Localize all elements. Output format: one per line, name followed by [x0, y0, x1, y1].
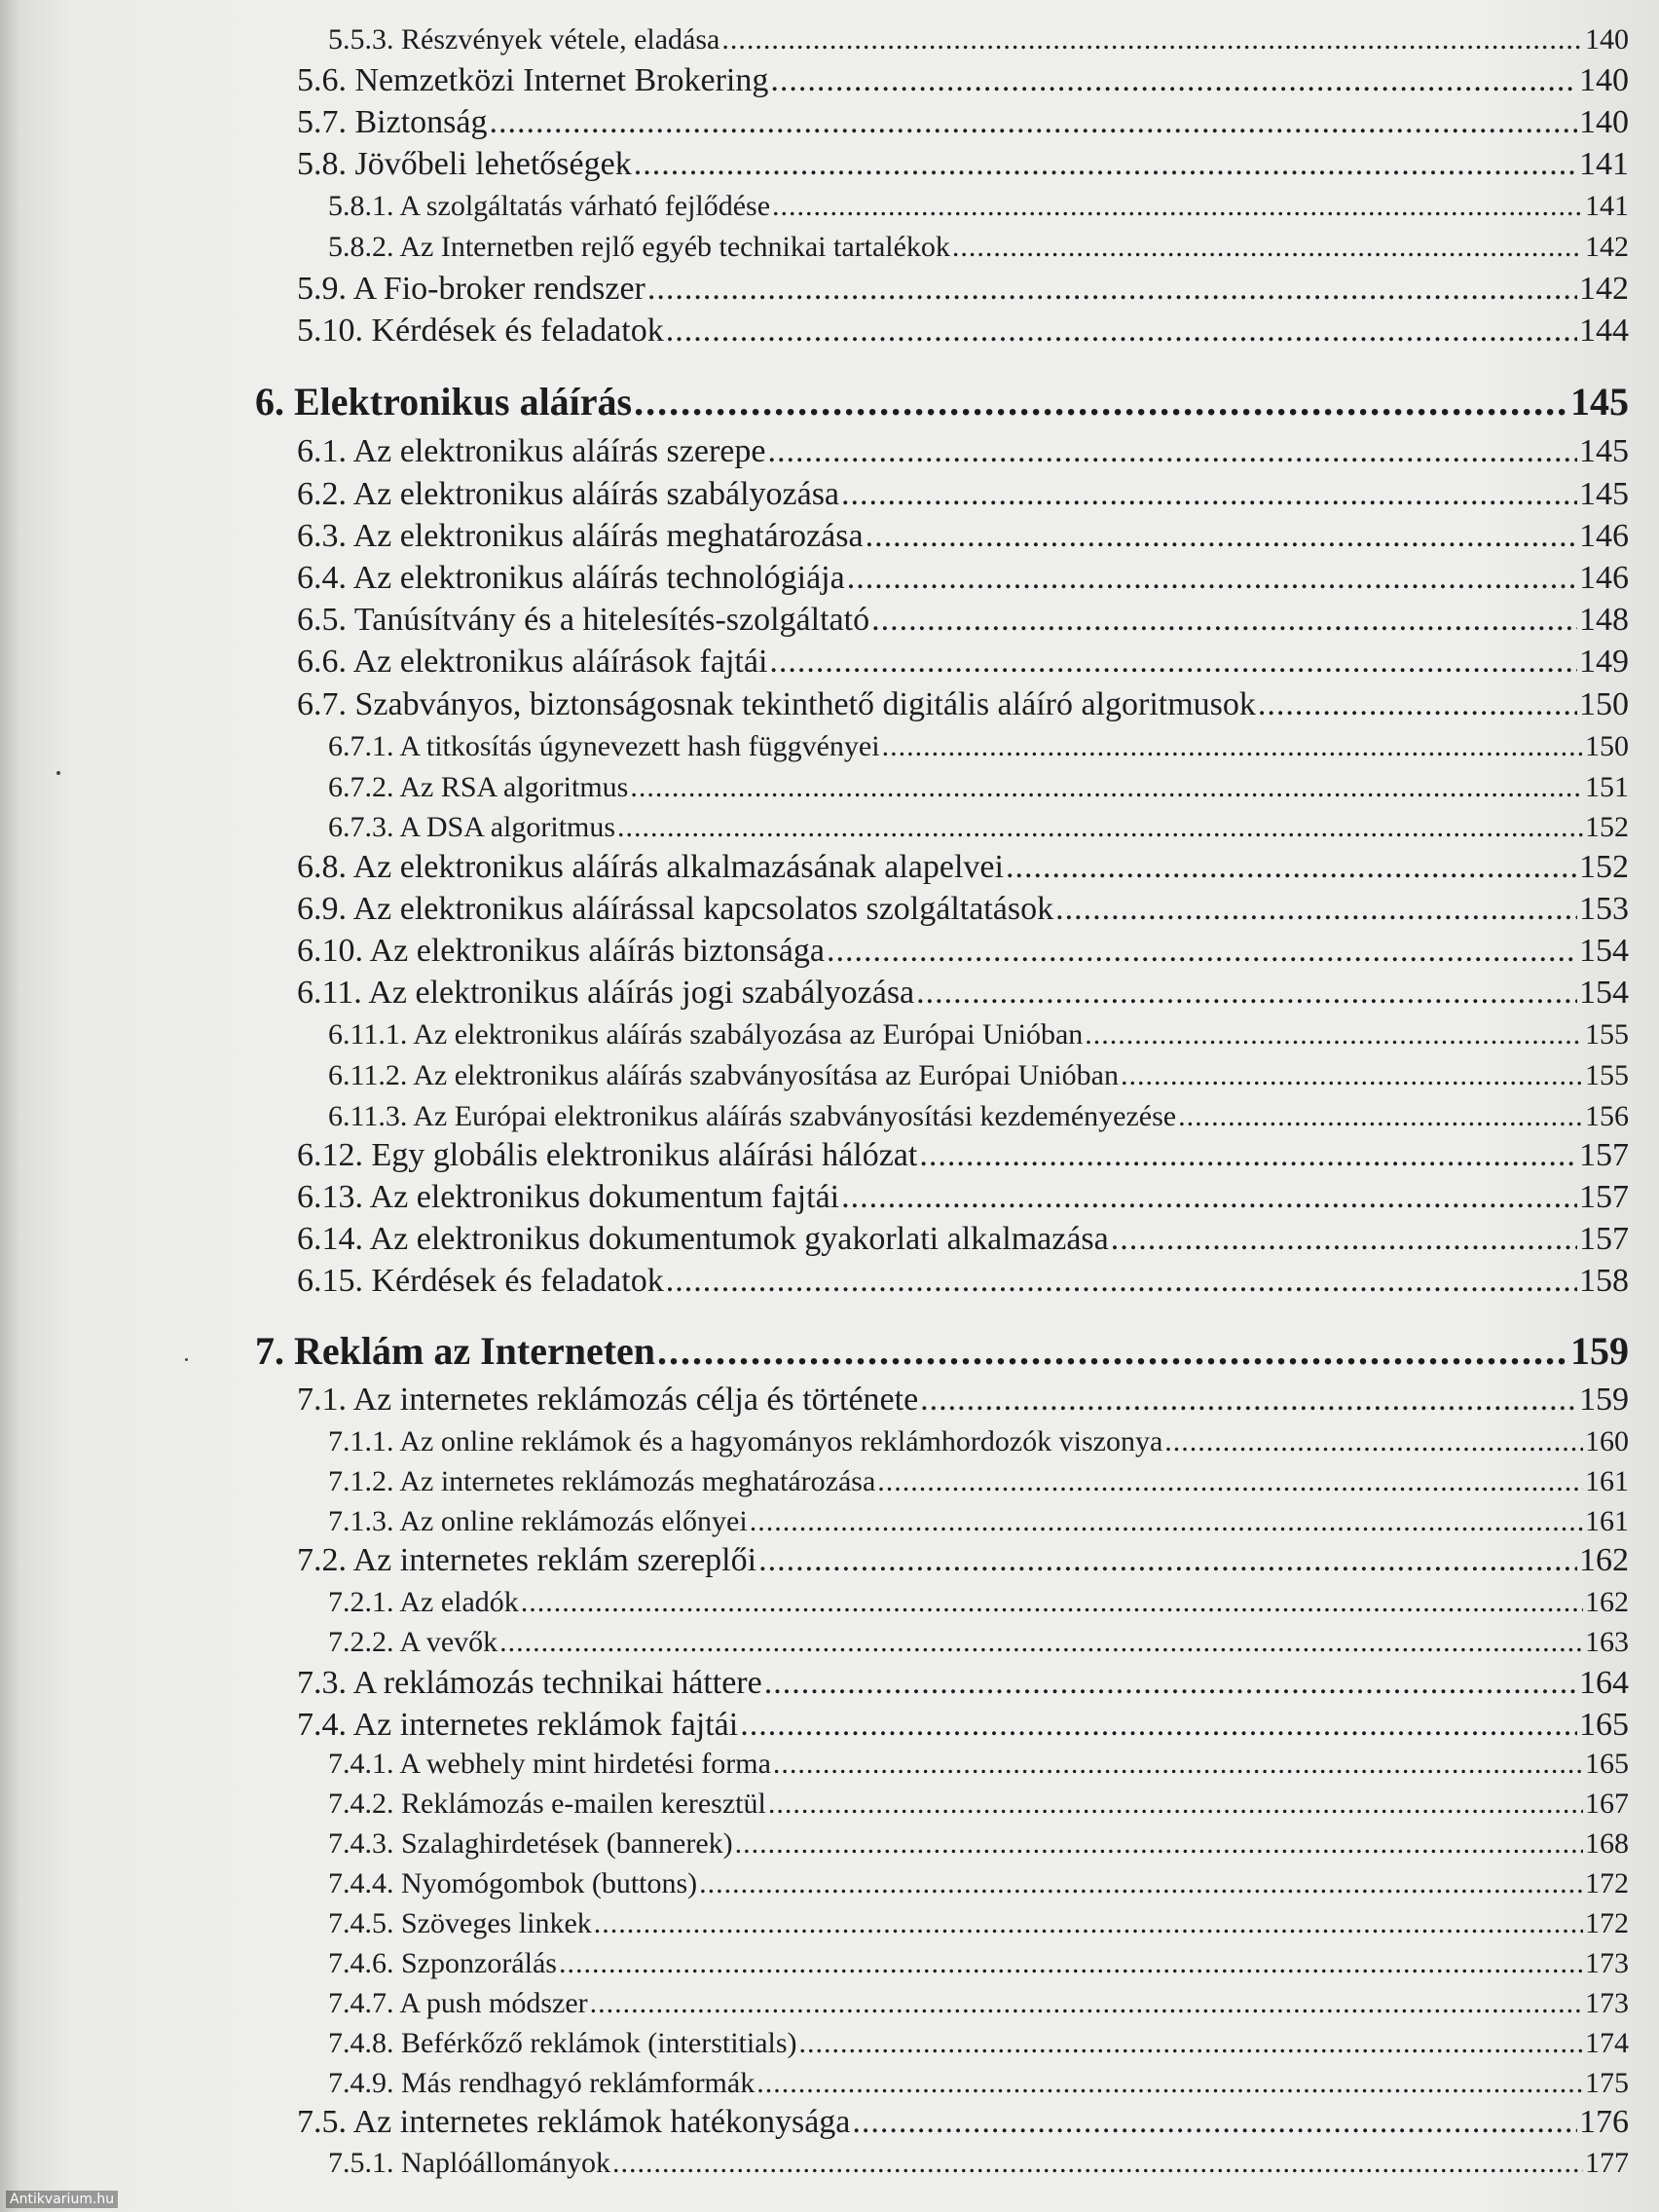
- toc-entry-title: 7.4.6. Szponzorálás: [328, 1947, 557, 1979]
- toc-entry-title: 7.5. Az internetes reklámok hatékonysága: [297, 2104, 851, 2140]
- toc-entry-title: 7.5.1. Naplóállományok: [328, 2147, 610, 2179]
- toc-entry-title: 7.4.8. Beférkőző reklámok (interstitials): [328, 2027, 797, 2059]
- toc-section-row: [297, 62, 1629, 99]
- dot-leader: [1085, 1018, 1583, 1051]
- dot-leader: [1178, 1100, 1583, 1133]
- dot-leader: [1164, 1425, 1583, 1458]
- dot-leader: [590, 1987, 1583, 2020]
- toc-entry-title: 7.4.4. Nyomógombok (buttons): [328, 1867, 698, 1899]
- toc-page-number: 159: [1570, 1329, 1629, 1373]
- toc-chapter-row: [255, 379, 1629, 424]
- toc-subsection-row: [328, 1827, 1629, 1861]
- toc-subsection-row: [328, 1100, 1629, 1133]
- toc-subsection-row: [328, 730, 1629, 763]
- toc-subsection-row: [328, 23, 1629, 56]
- dot-leader: [617, 811, 1583, 844]
- dot-leader: [594, 1907, 1583, 1940]
- toc-entry-title: 5.7. Biztonság: [297, 104, 488, 140]
- toc-entry-title: 7.2. Az internetes reklám szereplői: [297, 1542, 757, 1578]
- toc-entry-title: 7.4. Az internetes reklámok fajtái: [297, 1707, 739, 1743]
- toc-page-number: 174: [1585, 2027, 1629, 2059]
- dot-leader: [866, 518, 1577, 555]
- toc-entry-title: 6.6. Az elektronikus aláírások fajtái: [297, 644, 768, 680]
- dot-leader: [827, 933, 1577, 970]
- toc-subsection-row: [328, 1425, 1629, 1458]
- dot-leader: [756, 2067, 1583, 2100]
- toc-page-number: 146: [1579, 560, 1629, 596]
- toc-page-number: 159: [1579, 1382, 1629, 1418]
- toc-page-number: 162: [1579, 1542, 1629, 1578]
- dot-leader: [699, 1867, 1583, 1900]
- dot-leader: [666, 1263, 1577, 1300]
- toc-entry-title: 6.5. Tanúsítvány és a hitelesítés-szolgáltató: [297, 602, 870, 638]
- toc-subsection-row: [328, 1748, 1629, 1781]
- toc-entry-title: 6.1. Az elektronikus aláírás szerepe: [297, 433, 766, 469]
- toc-page-number: 148: [1579, 602, 1629, 638]
- toc-section-row: [297, 2104, 1629, 2141]
- toc-page-number: 160: [1585, 1425, 1629, 1457]
- toc-entry-title: 5.10. Kérdések és feladatok: [297, 313, 664, 349]
- toc-subsection-row: [328, 2147, 1629, 2180]
- toc-page-number: 173: [1585, 1987, 1629, 2019]
- toc-section-row: [297, 1137, 1629, 1174]
- dot-leader: [764, 1665, 1577, 1702]
- toc-section-row: [297, 560, 1629, 597]
- toc-entry-title: 5.8. Jövőbeli lehetőségek: [297, 146, 632, 182]
- toc-page-number: 177: [1585, 2147, 1629, 2179]
- dot-leader: [750, 1505, 1583, 1538]
- toc-entry-title: 7. Reklám az Interneten: [255, 1329, 656, 1373]
- dot-leader: [521, 1586, 1583, 1619]
- toc-subsection-row: [328, 190, 1629, 223]
- toc-page-number: 162: [1585, 1586, 1629, 1618]
- dot-leader: [919, 1137, 1577, 1174]
- dot-leader: [735, 1827, 1583, 1861]
- toc-page-number: 154: [1579, 975, 1629, 1011]
- dot-leader: [916, 975, 1577, 1012]
- toc-entry-title: 7.1.1. Az online reklámok és a hagyományos reklámhordozók viszonya: [328, 1425, 1163, 1457]
- dot-leader: [772, 190, 1583, 223]
- toc-section-row: [297, 849, 1629, 886]
- toc-subsection-row: [328, 2027, 1629, 2060]
- toc-section-row: [297, 518, 1629, 555]
- dot-leader: [768, 1788, 1583, 1821]
- toc-entry-title: 6.11. Az elektronikus aláírás jogi szabályozása: [297, 975, 915, 1011]
- toc-entry-title: 6.7.3. A DSA algoritmus: [328, 811, 616, 843]
- toc-page-number: 141: [1585, 190, 1629, 222]
- toc-section-row: [297, 891, 1629, 928]
- toc-subsection-row: [328, 1505, 1629, 1538]
- toc-entry-title: 6.12. Egy globális elektronikus aláírási hálózat: [297, 1137, 918, 1173]
- toc-page-number: 176: [1579, 2104, 1629, 2140]
- dot-leader: [841, 1179, 1577, 1216]
- toc-entry-title: 6.8. Az elektronikus aláírás alkalmazásának alapelvei: [297, 849, 1004, 885]
- dot-leader: [773, 1748, 1583, 1781]
- dot-leader: [758, 1542, 1577, 1579]
- toc-section-row: [297, 1263, 1629, 1300]
- toc-subsection-row: [328, 1059, 1629, 1092]
- toc-page-number: 175: [1585, 2067, 1629, 2099]
- toc-subsection-row: [328, 1867, 1629, 1900]
- toc-section-row: [297, 1707, 1629, 1744]
- toc-section-row: [297, 602, 1629, 639]
- toc-page-number: 173: [1585, 1947, 1629, 1979]
- toc-entry-title: 7.2.1. Az eladók: [328, 1586, 519, 1618]
- toc-page-number: 163: [1585, 1626, 1629, 1658]
- toc-entry-title: 5.6. Nemzetközi Internet Brokering: [297, 62, 769, 98]
- toc-entry-title: 6.11.1. Az elektronikus aláírás szabályozása az Európai Unióban: [328, 1018, 1084, 1051]
- dot-leader: [657, 1328, 1568, 1374]
- dot-leader: [559, 1947, 1583, 1980]
- toc-section-row: [297, 1382, 1629, 1419]
- watermark: Antikvarium.hu: [6, 2191, 118, 2208]
- dot-leader: [847, 560, 1577, 597]
- dot-leader: [634, 146, 1577, 183]
- toc-section-row: [297, 271, 1629, 308]
- toc-subsection-row: [328, 1907, 1629, 1940]
- dot-leader: [1258, 686, 1577, 723]
- dot-leader: [634, 379, 1568, 424]
- toc-page-number: 145: [1579, 476, 1629, 512]
- toc-entry-title: 6.3. Az elektronikus aláírás meghatározása: [297, 518, 864, 554]
- toc-entry-title: 6.7. Szabványos, biztonságosnak tekinthető digitális aláíró algoritmusok: [297, 686, 1256, 722]
- toc-subsection-row: [328, 1018, 1629, 1051]
- dot-leader: [1006, 849, 1577, 886]
- toc-entry-title: 7.1.3. Az online reklámozás előnyei: [328, 1505, 748, 1537]
- toc-entry-title: 6.7.1. A titkosítás úgynevezett hash függvényei: [328, 730, 880, 762]
- toc-subsection-row: [328, 1947, 1629, 1980]
- toc-page-number: 157: [1579, 1179, 1629, 1215]
- dot-leader: [1055, 891, 1577, 928]
- toc-entry-title: 7.4.5. Szöveges linkek: [328, 1907, 592, 1939]
- dot-leader: [740, 1707, 1577, 1744]
- toc-page-number: 152: [1585, 811, 1629, 843]
- toc-entry-title: 6.13. Az elektronikus dokumentum fajtái: [297, 1179, 840, 1215]
- dot-leader: [920, 1382, 1577, 1419]
- toc-subsection-row: [328, 1626, 1629, 1659]
- toc-section-row: [297, 1179, 1629, 1216]
- toc-section-row: [297, 975, 1629, 1012]
- toc-entry-title: 7.1. Az internetes reklámozás célja és története: [297, 1382, 919, 1418]
- toc-entry-title: 6.2. Az elektronikus aláírás szabályozása: [297, 476, 840, 512]
- toc-page-number: 151: [1585, 771, 1629, 803]
- toc-entry-title: 6. Elektronikus aláírás: [255, 380, 633, 424]
- toc-entry-title: 6.9. Az elektronikus aláírással kapcsolatos szolgáltatások: [297, 891, 1054, 927]
- toc-page-number: 150: [1579, 686, 1629, 722]
- dot-leader: [769, 644, 1577, 681]
- toc-page-number: 140: [1585, 23, 1629, 55]
- dot-leader: [841, 476, 1577, 513]
- toc-page-number: 167: [1585, 1788, 1629, 1820]
- dot-leader: [877, 1465, 1583, 1498]
- toc-subsection-row: [328, 1788, 1629, 1821]
- dot-leader: [630, 771, 1583, 804]
- dot-leader: [721, 23, 1583, 56]
- toc-section-row: [297, 313, 1629, 350]
- toc-entry-title: 7.4.3. Szalaghirdetések (bannerek): [328, 1827, 733, 1860]
- toc-section-row: [297, 644, 1629, 681]
- toc-page-number: 152: [1579, 849, 1629, 885]
- toc-section-row: [297, 104, 1629, 141]
- toc-page-number: 161: [1585, 1465, 1629, 1497]
- dot-leader: [882, 730, 1583, 763]
- dot-leader: [852, 2104, 1577, 2141]
- toc-page-number: 153: [1579, 891, 1629, 927]
- toc-entry-title: 5.9. A Fio-broker rendszer: [297, 271, 645, 307]
- toc-entry-title: 7.4.9. Más rendhagyó reklámformák: [328, 2067, 756, 2099]
- toc-subsection-row: [328, 231, 1629, 264]
- toc-page-number: 145: [1579, 433, 1629, 469]
- toc-entry-title: 6.15. Kérdések és feladatok: [297, 1263, 664, 1299]
- toc-entry-title: 6.10. Az elektronikus aláírás biztonsága: [297, 933, 825, 969]
- toc-page-number: 154: [1579, 933, 1629, 969]
- toc-page-number: 172: [1585, 1867, 1629, 1899]
- toc-page-number: 150: [1585, 730, 1629, 762]
- toc-section-row: [297, 1542, 1629, 1579]
- toc-page-number: 164: [1579, 1665, 1629, 1701]
- toc-entry-title: 6.14. Az elektronikus dokumentumok gyakorlati alkalmazása: [297, 1221, 1109, 1257]
- toc-section-row: [297, 686, 1629, 723]
- toc-page-number: 161: [1585, 1505, 1629, 1537]
- dot-leader: [767, 433, 1577, 470]
- toc-page-number: 168: [1585, 1827, 1629, 1860]
- toc-section-row: [297, 1221, 1629, 1258]
- toc-page-number: 155: [1585, 1059, 1629, 1091]
- toc-page-number: 146: [1579, 518, 1629, 554]
- toc-page-number: 165: [1585, 1748, 1629, 1780]
- toc-chapter-row: [255, 1328, 1629, 1374]
- toc-page-number: 157: [1579, 1137, 1629, 1173]
- toc-page-number: 145: [1570, 380, 1629, 424]
- toc-subsection-row: [328, 811, 1629, 844]
- dot-leader: [770, 62, 1577, 99]
- toc-entry-title: 7.2.2. A vevők: [328, 1626, 498, 1658]
- toc-entry-title: 5.5.3. Részvények vétele, eladása: [328, 23, 720, 55]
- toc-section-row: [297, 1665, 1629, 1702]
- dot-leader: [952, 231, 1583, 264]
- toc-section-row: [297, 433, 1629, 470]
- toc-page-number: 141: [1579, 146, 1629, 182]
- toc-page-number: 172: [1585, 1907, 1629, 1939]
- toc-entry-title: 5.8.1. A szolgáltatás várható fejlődése: [328, 190, 771, 222]
- dot-leader: [647, 271, 1577, 308]
- toc-subsection-row: [328, 1465, 1629, 1498]
- toc-entry-title: 7.1.2. Az internetes reklámozás meghatározása: [328, 1465, 876, 1497]
- toc-page-number: 144: [1579, 313, 1629, 349]
- toc-page-number: 140: [1579, 104, 1629, 140]
- dot-leader: [489, 104, 1577, 141]
- toc-page-number: 157: [1579, 1221, 1629, 1257]
- dot-leader: [1111, 1221, 1577, 1258]
- toc-subsection-row: [328, 1586, 1629, 1619]
- toc-subsection-row: [328, 2067, 1629, 2100]
- toc-entry-title: 5.8.2. Az Internetben rejlő egyéb technikai tartalékok: [328, 231, 950, 263]
- toc-entry-title: 7.4.2. Reklámozás e-mailen keresztül: [328, 1788, 766, 1820]
- toc-entry-title: 7.4.7. A push módszer: [328, 1987, 588, 2019]
- dot-leader: [1121, 1059, 1583, 1092]
- toc-entry-title: 6.4. Az elektronikus aláírás technológiája: [297, 560, 845, 596]
- toc-page-number: 142: [1579, 271, 1629, 307]
- toc-subsection-row: [328, 771, 1629, 804]
- toc-page-number: 156: [1585, 1100, 1629, 1132]
- toc-section-row: [297, 933, 1629, 970]
- toc-entry-title: 7.3. A reklámozás technikai háttere: [297, 1665, 762, 1701]
- dot-leader: [799, 2027, 1583, 2060]
- toc-entry-title: 7.4.1. A webhely mint hirdetési forma: [328, 1748, 771, 1780]
- dot-leader: [871, 602, 1577, 639]
- toc-entry-title: 6.11.3. Az Európai elektronikus aláírás szabványosítási kezdeményezése: [328, 1100, 1177, 1132]
- toc-page-number: 149: [1579, 644, 1629, 680]
- toc-page-number: 158: [1579, 1263, 1629, 1299]
- toc-page-number: 140: [1579, 62, 1629, 98]
- toc-subsection-row: [328, 1987, 1629, 2020]
- dot-leader: [666, 313, 1577, 350]
- toc-entry-title: 6.11.2. Az elektronikus aláírás szabványosítása az Európai Unióban: [328, 1059, 1119, 1091]
- toc-page-number: 155: [1585, 1018, 1629, 1051]
- toc-section-row: [297, 476, 1629, 513]
- toc-page-number: 142: [1585, 231, 1629, 263]
- dot-leader: [499, 1626, 1583, 1659]
- toc-section-row: [297, 146, 1629, 183]
- toc-entry-title: 6.7.2. Az RSA algoritmus: [328, 771, 629, 803]
- toc-page-number: 165: [1579, 1707, 1629, 1743]
- dot-leader: [612, 2147, 1583, 2180]
